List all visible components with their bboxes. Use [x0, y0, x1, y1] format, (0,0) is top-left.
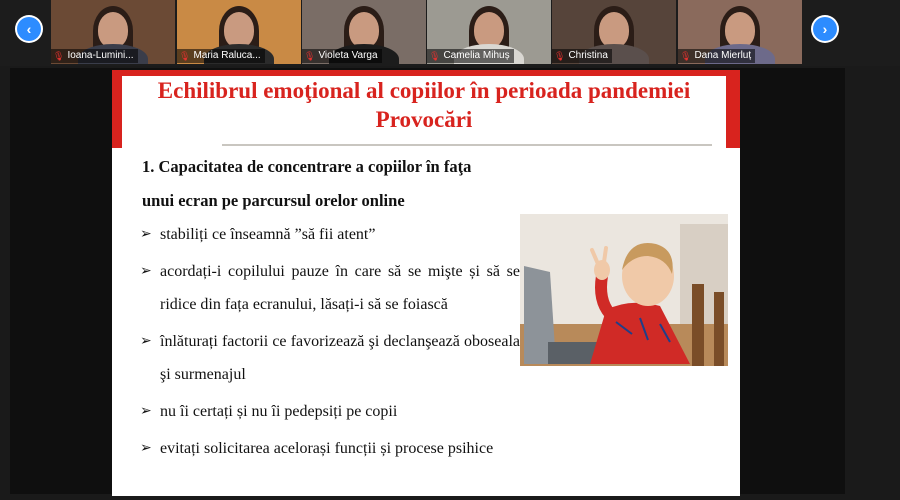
child-at-laptop-illustration	[520, 214, 728, 366]
presentation-slide	[112, 70, 740, 496]
participant-name-tag	[302, 49, 382, 63]
arrow-bullet-icon: ➢	[140, 441, 152, 456]
participant-name-tag	[552, 49, 612, 63]
participant-name-tag	[678, 49, 755, 63]
previous-page-button[interactable]: ‹	[17, 17, 41, 41]
participant-name: Camelia Mihuș	[443, 50, 510, 61]
bullet-item	[140, 218, 520, 251]
participant-name-tag	[177, 49, 265, 63]
bullet-item	[140, 255, 520, 321]
participant-name: Ioana-Lumini...	[67, 50, 134, 61]
title-divider	[222, 144, 712, 146]
muted-mic-icon: 🎙	[429, 51, 441, 61]
participant-face	[725, 12, 755, 48]
slide-heading	[142, 150, 562, 218]
bullet-text: acordați-i copilului pauze în care să se mişte și să se ridice din fața ecranului, lăsați-i să se foiască	[160, 263, 520, 313]
bullet-text: nu îi certați și nu îi pedepsiți pe copii	[160, 403, 398, 420]
participant-tile[interactable]	[302, 0, 426, 64]
participant-name-tag	[51, 49, 138, 63]
slide-title	[122, 76, 726, 134]
participant-name: Violeta Varga	[318, 50, 378, 61]
bullet-text: înlăturați factorii ce favorizează şi declanşează oboseala şi surmenajul	[160, 333, 520, 383]
slide-title-line: Provocări	[375, 107, 473, 132]
participant-strip	[0, 0, 900, 66]
participant-name-tag	[427, 49, 514, 63]
muted-mic-icon: 🎙	[680, 51, 692, 61]
arrow-bullet-icon: ➢	[140, 227, 152, 242]
participant-name: Dana Mierluț	[694, 50, 752, 61]
arrow-bullet-icon: ➢	[140, 264, 152, 279]
bullet-item	[140, 395, 520, 428]
slide-heading-line: unui ecran pe parcursul orelor online	[142, 191, 405, 210]
slide-heading-line: 1. Capacitatea de concentrare a copiilor în faţa	[142, 157, 472, 176]
participant-face	[98, 12, 128, 48]
slide-title-line: Echilibrul emoţional al copiilor în perioada pandemiei	[157, 78, 691, 103]
bullet-item	[140, 432, 520, 465]
participant-name: Maria Raluca...	[193, 50, 261, 61]
participant-name: Christina	[568, 50, 608, 61]
participant-tile[interactable]	[427, 0, 551, 64]
participant-face	[349, 12, 379, 48]
participant-face	[599, 12, 629, 48]
participant-face	[474, 12, 504, 48]
bullet-text: evitați solicitarea acelorași funcții și procese psihice	[160, 440, 494, 457]
next-page-button[interactable]: ›	[813, 17, 837, 41]
arrow-bullet-icon: ➢	[140, 404, 152, 419]
participant-tile[interactable]	[177, 0, 301, 64]
muted-mic-icon: 🎙	[179, 51, 191, 61]
slide-accent-bar	[112, 70, 122, 148]
muted-mic-icon: 🎙	[53, 51, 65, 61]
child-at-laptop-image	[520, 214, 728, 366]
participant-face	[224, 12, 254, 48]
muted-mic-icon: 🎙	[304, 51, 316, 61]
participant-tile[interactable]	[552, 0, 676, 64]
participant-tile[interactable]	[51, 0, 175, 64]
arrow-bullet-icon: ➢	[140, 334, 152, 349]
muted-mic-icon: 🎙	[554, 51, 566, 61]
bullet-list	[140, 218, 520, 465]
bullet-item	[140, 325, 520, 391]
bullet-text: stabiliți ce înseamnă ”să fii atent”	[160, 226, 376, 243]
participant-tile[interactable]	[678, 0, 802, 64]
slide-accent-bar	[726, 70, 740, 148]
